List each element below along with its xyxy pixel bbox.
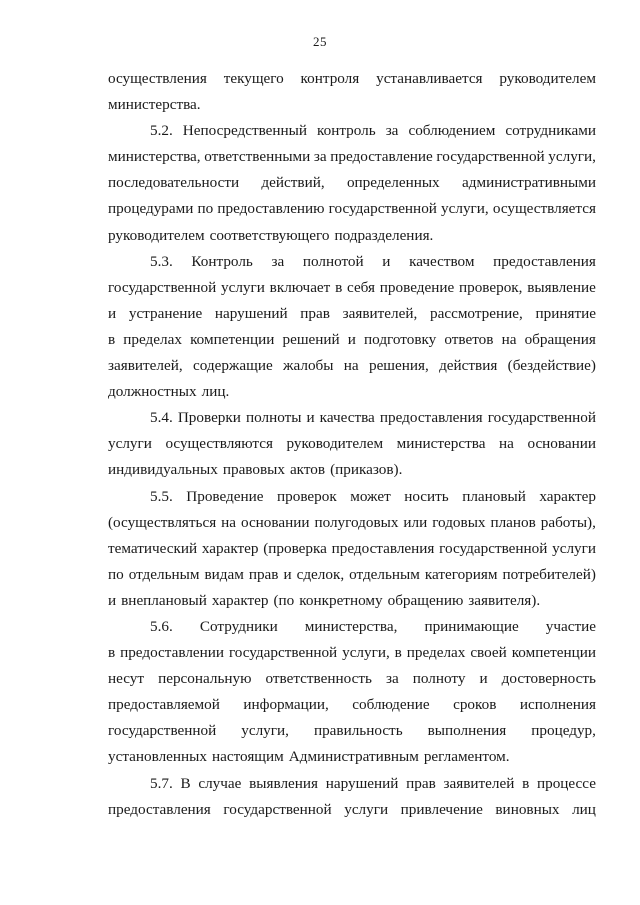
word: жалобы <box>283 357 334 375</box>
word: полнотой <box>302 252 364 270</box>
word: процессе <box>536 774 596 792</box>
word: принятие <box>535 304 596 322</box>
page-number: 25 <box>313 34 327 49</box>
text-line <box>108 170 596 196</box>
word: заявителей <box>443 774 515 792</box>
word: исполнения <box>519 696 596 714</box>
word: и <box>479 670 488 688</box>
word: по <box>108 565 124 583</box>
word: и <box>283 565 292 583</box>
text-line <box>108 536 596 562</box>
word: соблюдением <box>408 122 496 140</box>
word: прав <box>406 774 436 792</box>
word: за <box>313 148 327 166</box>
text-line <box>108 666 596 692</box>
word: качеством <box>409 252 475 270</box>
word: лиц. <box>201 383 230 401</box>
word: (бездействие) <box>507 357 596 375</box>
word: виновных <box>495 800 560 818</box>
word: тематический <box>108 539 198 557</box>
word: случае <box>198 774 242 792</box>
word: привлечение <box>400 800 483 818</box>
word: 5.5. <box>150 487 173 505</box>
word: (проверка <box>263 539 327 557</box>
text-line <box>108 327 596 353</box>
word: лиц <box>572 800 596 818</box>
word: услуги <box>221 278 265 296</box>
word: обращения <box>524 330 596 348</box>
word: и <box>108 304 117 322</box>
word: Непосредственный <box>182 122 307 140</box>
word: заявителей, <box>342 304 418 322</box>
word: осуществления <box>108 70 207 87</box>
word: государственной <box>108 278 217 296</box>
word: прав <box>300 304 330 322</box>
word: 5.7. <box>150 774 173 792</box>
word: выявление <box>527 278 596 296</box>
word: предоставления <box>379 409 483 427</box>
word: принимающие <box>424 617 519 635</box>
word: содержащие <box>192 357 273 375</box>
word: компетенции <box>190 330 275 348</box>
word: услуги, <box>441 200 489 218</box>
document-body <box>108 66 596 823</box>
word: услуги, <box>342 644 390 662</box>
text-line <box>108 379 596 405</box>
word: конкретному <box>299 591 383 609</box>
word: включает <box>269 278 331 296</box>
word: Административным <box>288 748 419 766</box>
word: определенных <box>346 174 440 192</box>
word: за <box>385 670 399 688</box>
word: министерства, <box>304 617 398 635</box>
text-line <box>108 510 596 536</box>
word: процедур, <box>531 722 596 740</box>
word: достоверность <box>501 670 596 688</box>
word: контроля <box>300 70 360 87</box>
word: сроков <box>453 696 497 714</box>
word: характер <box>539 487 596 505</box>
word: осуществляются <box>165 435 273 453</box>
text-line <box>108 692 596 718</box>
word: министерства. <box>108 96 201 114</box>
word: в <box>108 644 116 662</box>
word: государственной <box>328 200 437 218</box>
text-line <box>108 718 596 744</box>
word: государственной <box>439 539 548 557</box>
word: категориям <box>424 565 498 583</box>
word: рассмотрение, <box>430 304 523 322</box>
word: услуги <box>344 800 389 818</box>
word: государственной <box>108 722 217 740</box>
word: по <box>197 200 214 218</box>
word: видам <box>204 565 244 583</box>
word: контроль <box>317 122 376 140</box>
word: нарушений <box>325 774 399 792</box>
word: в <box>335 278 343 296</box>
word: основании <box>240 513 310 531</box>
word: административными <box>461 174 596 192</box>
word: характер <box>211 591 269 609</box>
word: внеплановый <box>121 591 207 609</box>
word: ответственность <box>265 670 372 688</box>
word: плановый <box>462 487 526 505</box>
word: настоящим <box>211 748 284 766</box>
word: министерства <box>396 435 486 453</box>
word: отдельным <box>349 565 420 583</box>
word: государственной <box>436 148 545 166</box>
word: руководителем <box>108 226 205 244</box>
word: должностных <box>108 383 197 401</box>
word: услуги <box>108 435 152 453</box>
word: предоставлении <box>120 644 225 662</box>
word: заявителя). <box>468 591 541 609</box>
text-line <box>108 92 596 118</box>
word: предоставления <box>108 800 211 818</box>
word: обращению <box>387 591 464 609</box>
word: услуги <box>552 539 596 557</box>
text-line <box>108 562 596 588</box>
word: 5.6. <box>150 617 173 635</box>
word: ответов <box>444 330 494 348</box>
text-line <box>108 484 596 510</box>
word: ответственными <box>204 148 311 166</box>
word: предоставления <box>331 539 435 557</box>
word: подготовку <box>364 330 437 348</box>
word: полугодовых <box>314 513 399 531</box>
word: носить <box>404 487 449 505</box>
text-line <box>108 457 596 483</box>
word: на <box>501 330 517 348</box>
word: актов <box>289 461 326 479</box>
word: руководителем <box>286 435 384 453</box>
word: в <box>108 330 116 348</box>
text-line <box>108 405 596 431</box>
text-line <box>108 614 596 640</box>
word: в <box>394 644 402 662</box>
text-line <box>108 118 596 144</box>
word: полноты <box>245 409 302 427</box>
word: (осуществляться <box>108 513 217 531</box>
text-line <box>108 249 596 275</box>
word: на <box>499 435 514 453</box>
word: последовательности <box>108 174 240 192</box>
text-line <box>108 275 596 301</box>
text-line <box>108 196 596 222</box>
word: сделок, <box>296 565 345 583</box>
word: 5.3. <box>150 252 173 270</box>
word: устранение <box>128 304 203 322</box>
text-line <box>108 431 596 457</box>
word: планов <box>490 513 536 531</box>
word: выявления <box>249 774 319 792</box>
text-line <box>108 588 596 614</box>
word: В <box>180 774 191 792</box>
word: предоставления <box>493 252 596 270</box>
word: несут <box>108 670 145 688</box>
word: правовых <box>222 461 285 479</box>
word: или <box>403 513 428 531</box>
text-line <box>108 797 596 823</box>
word: предоставлению <box>217 200 325 218</box>
text-line <box>108 223 596 249</box>
word: индивидуальных <box>108 461 218 479</box>
word: руководителем <box>499 70 596 87</box>
word: участие <box>545 617 596 635</box>
word: качества <box>319 409 375 427</box>
text-line <box>108 144 596 170</box>
word: услуги, <box>241 722 289 740</box>
word: министерства, <box>108 148 201 166</box>
word: на <box>221 513 237 531</box>
word: персональную <box>158 670 252 688</box>
word: и <box>382 252 391 270</box>
word: предоставляемой <box>108 696 220 714</box>
word: действий, <box>261 174 325 192</box>
word: потребителей) <box>502 565 596 583</box>
word: проверок, <box>458 278 523 296</box>
word: сотрудниками <box>505 122 596 140</box>
word: в <box>522 774 530 792</box>
word: Проведение <box>186 487 264 505</box>
word: нарушений <box>214 304 288 322</box>
word: регламентом. <box>423 748 510 766</box>
word: 5.4. <box>150 409 173 427</box>
word: за <box>385 122 399 140</box>
word: текущего <box>223 70 284 87</box>
word: годовых <box>432 513 486 531</box>
word: и <box>306 409 315 427</box>
word: установленных <box>108 748 207 766</box>
word: Проверки <box>177 409 241 427</box>
word: за <box>271 252 285 270</box>
word: соблюдение <box>352 696 430 714</box>
word: и <box>108 591 117 609</box>
word: информации, <box>243 696 329 714</box>
word: компетенции <box>511 644 596 662</box>
word: себя <box>347 278 376 296</box>
word: 5.2. <box>150 122 173 140</box>
word: осуществляется <box>492 200 596 218</box>
text-line <box>108 744 596 770</box>
word: пределах <box>406 644 466 662</box>
word: может <box>350 487 391 505</box>
word: правильность <box>313 722 403 740</box>
word: работы), <box>540 513 596 531</box>
word: своей <box>470 644 507 662</box>
word: выполнения <box>427 722 507 740</box>
word: пределах <box>123 330 182 348</box>
word: основании <box>527 435 596 453</box>
word: действия <box>439 357 498 375</box>
word: предоставление <box>330 148 433 166</box>
word: соответствующего <box>209 226 330 244</box>
word: подразделения. <box>334 226 434 244</box>
word: (по <box>273 591 295 609</box>
word: решения, <box>368 357 429 375</box>
word: проверок <box>277 487 337 505</box>
text-line <box>108 771 596 797</box>
word: устанавливается <box>376 70 483 87</box>
text-line <box>108 301 596 327</box>
word: полноту <box>412 670 466 688</box>
word: решений <box>282 330 340 348</box>
text-line <box>108 640 596 666</box>
word: характер <box>201 539 259 557</box>
word: отдельным <box>128 565 200 583</box>
word: Сотрудники <box>199 617 278 635</box>
word: процедурами <box>108 200 194 218</box>
word: государственной <box>228 644 338 662</box>
word: на <box>343 357 359 375</box>
text-line <box>108 353 596 379</box>
word: Контроль <box>191 252 253 270</box>
word: проведение <box>379 278 455 296</box>
word: заявителей, <box>108 357 183 375</box>
word: и <box>347 330 356 348</box>
word: услуги, <box>548 148 596 166</box>
text-line <box>108 66 596 92</box>
word: прав <box>248 565 279 583</box>
word: государственной <box>223 800 332 818</box>
word: государственной <box>487 409 596 427</box>
word: (приказов). <box>330 461 403 479</box>
